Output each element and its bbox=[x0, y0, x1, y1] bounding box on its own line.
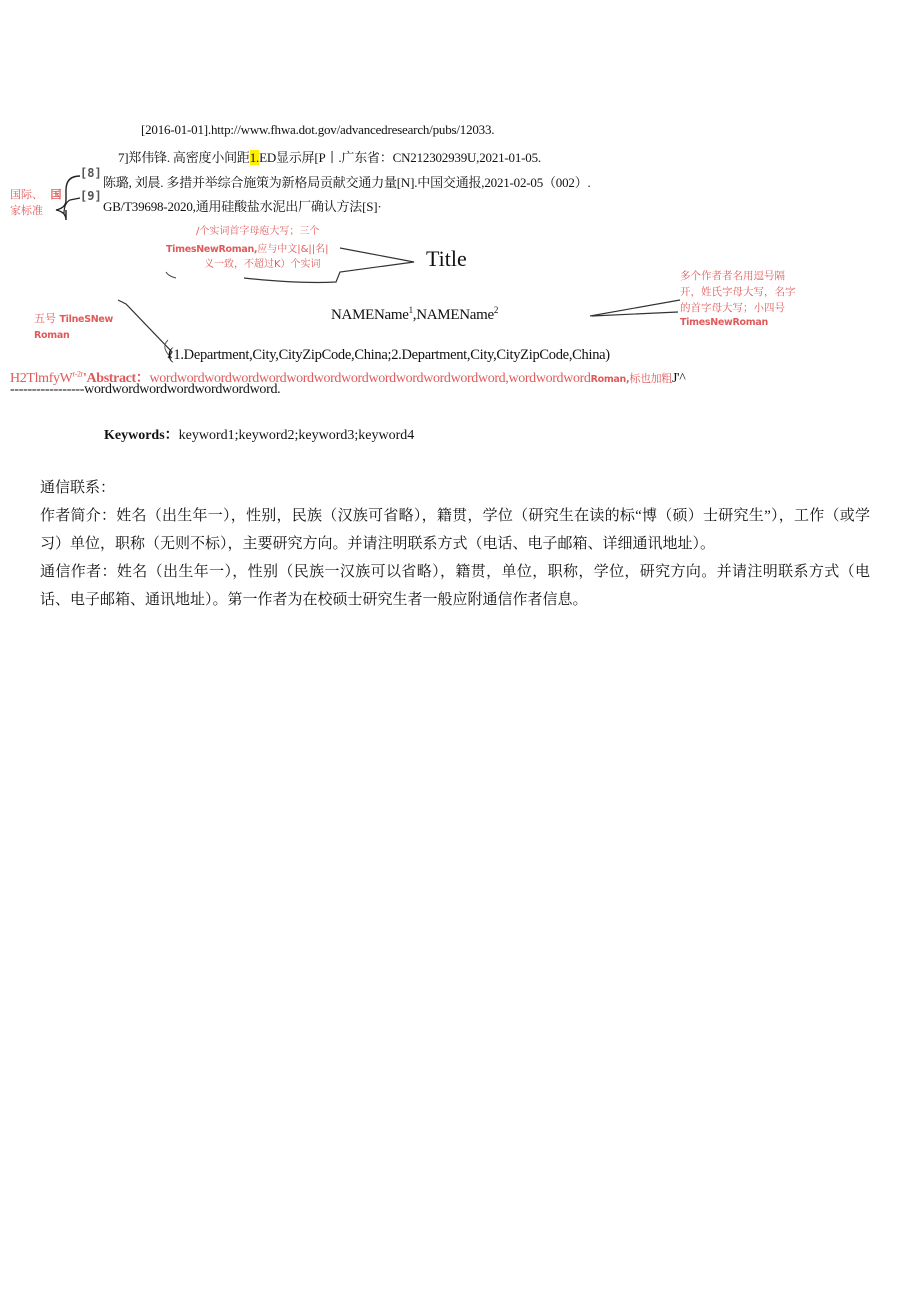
standard-note: 国际、 国 bbox=[10, 188, 62, 201]
authors-note-line2: 开，姓氏字母大写，名字 bbox=[680, 286, 796, 298]
abstract-tail-note-1: Roman, bbox=[590, 374, 630, 385]
reference-7 bbox=[118, 147, 541, 166]
authors-note-line3: 的首字母大写；小四号 bbox=[680, 302, 785, 314]
affiliation-note-line2: Roman bbox=[34, 330, 70, 341]
contact-heading: 通信联系： bbox=[40, 480, 116, 496]
abstract-label: 'Abstract： bbox=[82, 371, 150, 386]
author-2: ,NAMEName bbox=[412, 307, 494, 323]
title-note-line3: 义一致，不超过K）个实词 bbox=[204, 259, 321, 270]
reference-7-suffix: ED显示屏[P丨.广东省：CN212302939U,2021-01-05. bbox=[259, 150, 541, 165]
reference-7-prefix: 7]郑伟锋. 高密度小间距 bbox=[118, 150, 250, 165]
reference-7-highlight: 1. bbox=[249, 150, 260, 165]
keywords-value: keyword1;keyword2;keyword3;keyword4 bbox=[178, 428, 415, 443]
affiliation-note-line1: 五号 TilneSNew bbox=[34, 312, 114, 325]
title-note-line1: /个实词首字母庖大写；三个 bbox=[196, 226, 320, 237]
abstract-line-2: -----------------wordwordwordwordwordwordword. bbox=[10, 382, 281, 397]
title-note-line2: TimesNewRoman,应与中文|&||名| bbox=[166, 244, 329, 255]
authors-line bbox=[331, 305, 498, 324]
keywords-line bbox=[104, 424, 414, 444]
authors-callout bbox=[590, 300, 680, 316]
author-1: NAMEName bbox=[331, 307, 409, 323]
reference-url-line: [2016-01-01].http://www.fhwa.dot.gov/advancedresearch/pubs/12033. bbox=[141, 122, 495, 137]
abstract-body: wordwordwordwordwordwordwordwordwordwordwordwordword,wordwordword bbox=[149, 371, 591, 386]
reference-9: GB/T39698-2020,通用硅酸盐水泥出厂确认方法[S]· bbox=[103, 199, 382, 214]
reference-8: 陈璐, 刘晨. 多措并举综合施策为新格局贡献交通力量[N].中国交通报,2021-02-05（002）. bbox=[103, 175, 591, 190]
author-bio: 作者简介：姓名（出生年一），性别，民族（汉族可省略），籍贯，学位（研究生在读的标“博（硕）士研究生”），工作（或学习）单位，职称（无则不标），主要研究方向。并请注明联系方式（电话、电子邮箱、详细通讯地址）。 bbox=[40, 508, 870, 552]
abstract-prefix-note-b: W bbox=[59, 371, 73, 386]
reference-9-label: [9] bbox=[80, 189, 102, 203]
reference-8-label: [8] bbox=[80, 166, 102, 180]
abstract-prefix-sup: r-2r bbox=[72, 369, 83, 379]
authors-note-line1: 多个作者者名用逗号隔 bbox=[680, 270, 785, 282]
author-1-affil: 1 bbox=[408, 305, 413, 315]
keywords-label: Keywords： bbox=[104, 428, 179, 443]
affiliation-text: 1.Department,City,CityZipCode,China;2.Department,City,CityZipCode,China) bbox=[173, 347, 610, 363]
authors-note-line4: TimesNewRoman bbox=[680, 317, 768, 328]
affiliation-bracket: ( bbox=[168, 344, 174, 363]
abstract-tail-note-3: J'^ bbox=[671, 371, 686, 386]
affiliation-line bbox=[168, 344, 610, 364]
standard-note-line2: 家标准 bbox=[10, 204, 43, 217]
abstract-tail-note-2: 标也加粗 bbox=[629, 372, 672, 385]
abstract-prefix-note: H2Tlmfy bbox=[10, 371, 60, 386]
corresponding-author: 通信作者：姓名（出生年一），性别（民族一汉族可以省略），籍贯，单位，职称，学位，研究方向。并请注明联系方式（电话、电子邮箱、通讯地址）。第一作者为在校硕士研究生者一般应附通信作者信息。 bbox=[40, 564, 870, 608]
affiliation-callout bbox=[118, 300, 172, 358]
author-2-affil: 2 bbox=[493, 305, 499, 315]
paper-title: Title bbox=[426, 246, 467, 271]
